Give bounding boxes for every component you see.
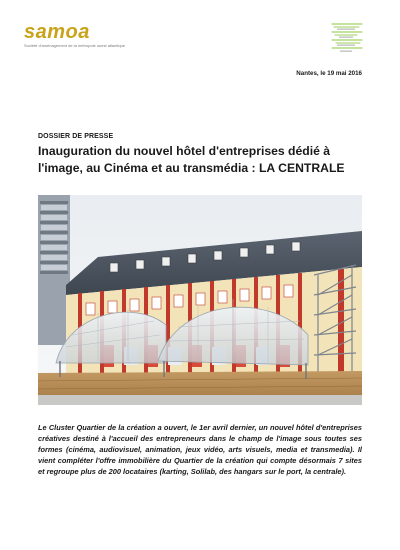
samoa-logo (24, 21, 126, 52)
section-kicker: DOSSIER DE PRESSE (38, 133, 114, 140)
document-date: Nantes, le 19 mai 2016 (296, 70, 362, 77)
document-body: Le Cluster Quartier de la création a ouvert, le 1er avril dernier, un nouvel hôtel d'entreprises créatives destiné à l'accueil des entrepreneurs dans le champ de l'image sous toutes ses formes (cinéma, audiovisuel, animation, jeux vidéo, arts visuels, media et transmedia). Il vient compléter l'offre immobilière du Quartier de la création qui compte désormais 7 sites et regroupe plus de 200 locataires (karting, Solilab, des hangars sur le port, la centrale). (38, 423, 362, 476)
quartier-creation-logo-icon (329, 20, 365, 54)
document-title: Inauguration du nouvel hôtel d'entreprises dédié à l'image, au Cinéma et au transmédia : LA CENTRALE (38, 144, 345, 175)
la-centrale-building-photo (38, 195, 362, 405)
samoa-tagline: Société d'aménagement de la métropole ouest atlantique (24, 43, 126, 48)
samoa-wordmark: samoa (24, 21, 90, 43)
